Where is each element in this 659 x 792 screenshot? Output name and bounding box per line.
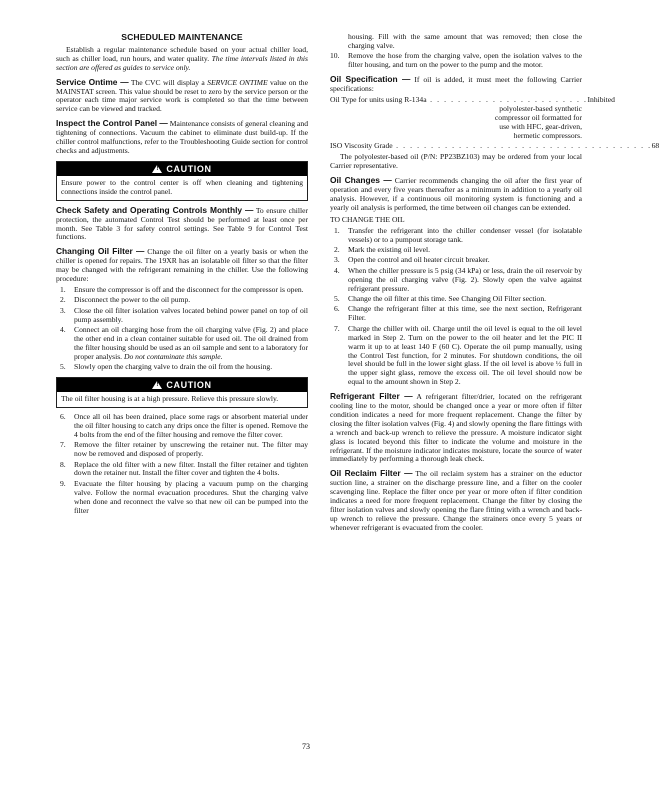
oil-type-detail: hermetic compressors. [513, 130, 582, 140]
step-text: Slowly open the charging valve to drain the oil from the housing. [74, 362, 273, 372]
refrigerant-filter-text: A refrigerant filter/drier, located on the refrigerant cooling line to the motor, should be changed once a year or more often if filter condition indicates a need for more frequent replacement. Change the filter by closing the filter isolation valves (Fig. 4) and slowly opening the flare fittings with a wrench and back-up wrench to relieve the pressure. A moisture indicator sight glass is located beyond this filter to indicate the volume and moisture in the refrigerant. If the moisture indicator indicates moisture, locate the source of water immediately by performing a thorough leak check. [330, 392, 582, 464]
changing-oil-filter-paragraph [56, 247, 308, 284]
oil-filter-steps-a [56, 286, 308, 372]
oil-order-text: The polyolester-based oil (P/N: PP23BZ103) may be ordered from your local Carrier representative. [330, 152, 582, 171]
inspect-panel-text: Maintenance consists of general cleaning and tightening of connections. Vacuum the cabinet to eliminate dust build-up. If the chiller control malfunctions, refer to the Troubleshooting Guide section for control checks and adjustments. [56, 119, 308, 155]
section-title: SCHEDULED MAINTENANCE [121, 32, 243, 42]
caution-bar-2 [57, 378, 307, 392]
oil-filter-steps-cont [330, 33, 582, 70]
list-item [56, 480, 308, 516]
step-number: 1. [60, 284, 66, 294]
step-text: When the chiller pressure is 5 psig (34 kPa) or less, drain the oil reservoir by opening the oil charging valve (Fig. 2). Slowly open the valve against refrigerant pressure. [348, 265, 582, 293]
step-text: Replace the old filter with a new filter. Install the filter retainer and tighten down the retainer nut. Install the filter cover and tighten the 4 bolts. [74, 459, 308, 478]
list-item [56, 363, 308, 372]
caution-box-1 [56, 161, 308, 201]
list-item [330, 267, 582, 294]
step-text: Change the refrigerant filter at this time, see the next section, Refrigerant Filter. [348, 304, 582, 323]
inspect-panel-heading: Inspect the Control Panel — [56, 118, 168, 129]
intro-text: Establish a regular maintenance schedule based on your actual chiller load, such as chiller load, run hours, and water quality. [56, 44, 308, 63]
oil-type-value: Inhibited [587, 94, 615, 104]
service-ontime-text-b: value on the MAINSTAT screen. This value should be reset to zero by the service person or the operator each time major service work is completed so that the time between service can be viewed and tracked. [56, 77, 308, 114]
step-number: 4. [334, 265, 340, 275]
service-ontime-italic: SERVICE ONTIME [207, 77, 268, 87]
step-text: Transfer the refrigerant into the chiller condenser vessel (for isolatable vessels) or to a pumpout storage tank. [348, 225, 582, 244]
oil-changes-heading: Oil Changes — [330, 175, 392, 186]
leader-dots: . . . . . . . . . . . . . . . . . . . . . . . [426, 94, 588, 104]
refrigerant-filter-heading: Refrigerant Filter — [330, 391, 413, 402]
caution-label-1: CAUTION [166, 163, 212, 174]
caution-text-1: Ensure power to the control center is off when cleaning and tightening connections inside the control panel. [61, 177, 303, 196]
step-text: Change the oil filter at this time. See Changing Oil Filter section. [348, 294, 547, 304]
refrigerant-filter-paragraph [330, 392, 582, 464]
step-text: Connect an oil charging hose from the oil charging valve (Fig. 2) and place the other end in a clean container suitable for used oil. The oil drained from the filter housing should be used as an oil sample and sent to a laboratory for proper analysis. [74, 325, 308, 361]
step-number: 6. [60, 412, 66, 421]
step-number: 5. [334, 294, 340, 304]
step-text: Close the oil filter isolation valves located behind power panel on top of oil pump assembly. [74, 305, 308, 324]
step-number: 1. [334, 225, 340, 235]
check-safety-heading: Check Safety and Operating Controls Monthly — [56, 204, 254, 215]
list-item [56, 286, 308, 295]
list-item [330, 33, 582, 51]
right-column [330, 32, 659, 535]
oil-changes-text: Carrier recommends changing the oil after the first year of operation and every five years thereafter as a minimum in addition to a yearly oil analysis. However, if a continuous oil monitoring system is functioning and a yearly oil analysis is performed, the time between oil changes can be extended. [330, 176, 582, 212]
oil-type-detail: compressor oil formatted for [494, 112, 582, 122]
step-number: 3. [334, 255, 340, 265]
page-number: 73 [302, 742, 310, 751]
check-safety-text: To ensure chiller protection, the automated Control Test should be performed at least once per month. See Table 3 for safety control settings. See Table 9 for Control Test functions. [56, 205, 309, 242]
inspect-panel-paragraph [56, 119, 308, 156]
oil-change-steps [330, 227, 582, 387]
oil-changes-paragraph [330, 176, 582, 213]
step-text: Once all oil has been drained, place some rags or absorbent material under the oil filter housing to catch any drips once the filter is opened. Remove the 4 bolts from the end of the filter housing and remove the filter cover. [74, 412, 308, 439]
list-item [56, 441, 308, 459]
service-ontime-text-a: The CVC will display a [130, 77, 205, 87]
oil-reclaim-text: The oil reclaim system has a strainer on the eductor suction line, a strainer on the discharge pressure line, and a filter on the cooler scavenging line. Replace the filter once per year or more often if filter condition indicates a need for more frequent replacement. Change the filter by closing the filter isolation valves and slowly opening the flare fitting with a wrench and back-up wrench to relieve the pressure. Change the strainers once every 5 years or whenever refrigerant is evacuated from the cooler. [330, 469, 582, 532]
intro-italic: The time intervals listed in this section are offered as guides to service only. [56, 53, 308, 72]
list-item [330, 325, 582, 387]
step-text: Remove the filter retainer by unscrewing the retainer nut. The filter may now be removed and disposed of properly. [74, 440, 308, 459]
step-number: 5. [60, 362, 66, 372]
check-safety-paragraph [56, 206, 308, 243]
caution-box-2 [56, 377, 308, 408]
step-text: Open the control and oil heater circuit breaker. [348, 255, 490, 265]
step-number: 4. [60, 325, 66, 335]
warning-icon: ! [152, 381, 162, 389]
leader-dots: . . . . . . . . . . . . . . . . . . . . . . . . . . . . . . . . . . . . . [392, 141, 652, 151]
step-number: 6. [334, 304, 340, 314]
oil-reclaim-heading: Oil Reclaim Filter — [330, 468, 413, 479]
service-ontime-paragraph [56, 78, 308, 115]
oil-spec-paragraph [330, 75, 582, 94]
oil-filter-steps-b [56, 413, 308, 515]
step-italic: Do not contaminate this sample. [124, 351, 223, 361]
list-item [330, 295, 582, 304]
iso-label: ISO Viscosity Grade [330, 141, 393, 151]
step-text: Evacuate the filter housing by placing a vacuum pump on the charging valve. Follow the normal evacuation procedures. Shut the charging valve when done and reconnect the valve so that new oil can be pumped into the filter [74, 478, 308, 515]
step-text: housing. Fill with the same amount that was removed; then close the charging valve. [348, 32, 582, 50]
step-text: Ensure the compressor is off and the disconnect for the compressor is open. [74, 284, 304, 294]
changing-oil-filter-text: Change the oil filter on a yearly basis or when the chiller is opened for repairs. The 19XR has an isolatable oil filter so that the filter may be changed with the refrigerant remaining in the chiller. Use the following procedure: [56, 247, 308, 284]
iso-value: 68 [651, 141, 659, 151]
list-item [56, 461, 308, 479]
step-number: 2. [334, 245, 340, 255]
step-number: 8. [60, 459, 66, 469]
list-item [330, 52, 582, 70]
step-text: Remove the hose from the charging valve, open the isolation valves to the filter housing, and turn on the power to the pump and the motor. [348, 51, 582, 70]
step-number: 10. [330, 51, 340, 61]
caution-label-2: CAUTION [166, 380, 212, 391]
step-number: 7. [334, 323, 340, 333]
service-ontime-heading: Service Ontime — [56, 76, 129, 87]
intro-paragraph [56, 46, 308, 73]
list-item [330, 227, 582, 245]
step-number: 9. [60, 478, 66, 488]
list-item [56, 413, 308, 440]
oil-spec-heading: Oil Specification — [330, 74, 411, 85]
oil-spec-text: If oil is added, it must meet the following Carrier specifications: [330, 75, 582, 94]
list-item [56, 296, 308, 305]
left-column [56, 33, 308, 518]
oil-type-detail: use with HFC, gear-driven, [499, 121, 582, 131]
warning-icon: ! [152, 165, 162, 173]
list-item [56, 326, 308, 362]
step-text: Disconnect the power to the oil pump. [74, 295, 191, 305]
step-number: 3. [60, 305, 66, 315]
caution-bar-1 [57, 162, 307, 176]
list-item [56, 307, 308, 325]
list-item [330, 305, 582, 323]
step-number: 2. [60, 295, 66, 305]
oil-type-detail: polyolester-based synthetic [499, 103, 582, 113]
list-item [330, 256, 582, 265]
oil-type-label: Oil Type for units using R-134a [330, 94, 427, 104]
changing-oil-filter-heading: Changing Oil Filter — [56, 246, 145, 257]
oil-changes-subhead: TO CHANGE THE OIL [330, 214, 405, 224]
iso-row [330, 141, 659, 151]
caution-text-2: The oil filter housing is at a high pressure. Relieve this pressure slowly. [61, 394, 279, 404]
step-text: Charge the chiller with oil. Charge until the oil level is equal to the oil level marked in Step 2. Turn on the power to the oil heater and let the PIC II warm it up to at least 140 F (60 C). Operate the oil pump manually, using the Control Test function, for 2 minutes. For shutdown conditions, the oil level should be full in the lower sight glass. If the oil level is above ½ full in the upper sight glass, remove the excess oil. The oil level should now be equal to the amount shown in Step 2. [348, 323, 582, 387]
oil-spec-table [330, 94, 659, 151]
oil-reclaim-paragraph [330, 469, 582, 532]
step-number: 7. [60, 440, 66, 450]
step-text: Mark the existing oil level. [348, 245, 431, 255]
list-item [330, 246, 582, 255]
